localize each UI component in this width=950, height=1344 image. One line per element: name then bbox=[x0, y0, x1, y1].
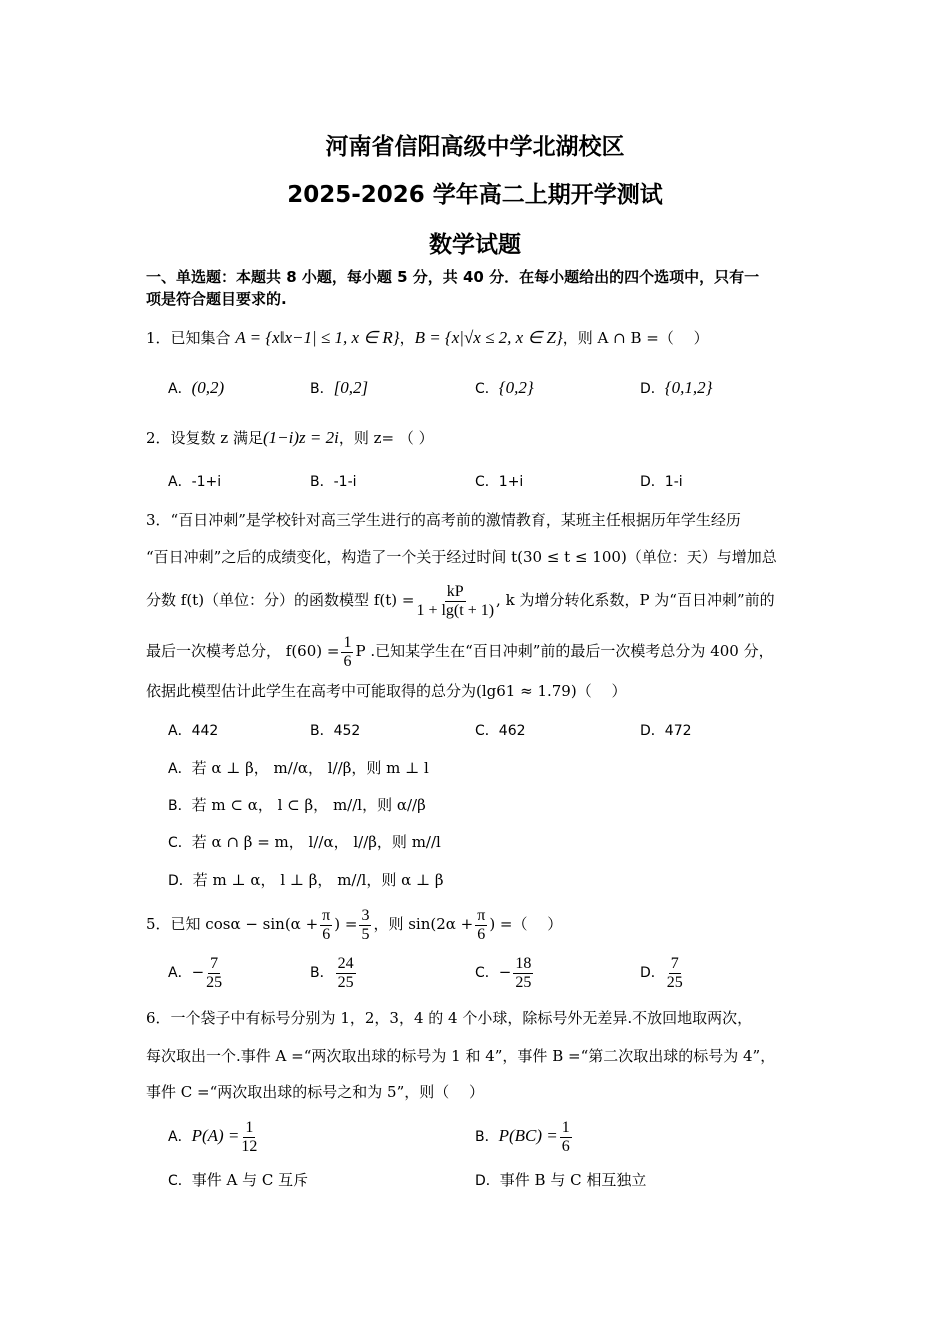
q2-expr: (1−i)z = 2i bbox=[262, 428, 339, 447]
set-b: B = {x|√x ≤ 2, x ∈ Z} bbox=[414, 328, 563, 347]
q3-option-c[interactable] bbox=[475, 721, 526, 741]
label: A． bbox=[168, 1129, 192, 1145]
value: 若 α ∩ β = m， l//α， l//β，则 m//l bbox=[191, 833, 441, 851]
value: {0,2} bbox=[498, 378, 534, 397]
denominator: 6 bbox=[561, 1137, 570, 1155]
denominator: 5 bbox=[361, 925, 370, 943]
fraction bbox=[206, 955, 222, 992]
value: 若 α ⊥ β， m//α， l//β，则 m ⊥ l bbox=[191, 759, 429, 777]
label: D． bbox=[640, 474, 665, 490]
text: 5．已知 cosα − sin(α + bbox=[146, 915, 319, 933]
label: D． bbox=[640, 381, 665, 397]
q4-option-b[interactable] bbox=[168, 795, 426, 816]
value: -1-i bbox=[333, 474, 357, 490]
label: C． bbox=[168, 1173, 192, 1189]
q6-option-d[interactable] bbox=[475, 1170, 646, 1191]
section-heading: 一、单选题：本题共 8 小题，每小题 5 分，共 40 分．在每小题给出的四个选项中，只有一 bbox=[146, 268, 760, 286]
label: A． bbox=[168, 723, 192, 739]
label: A． bbox=[168, 474, 192, 490]
numerator: 18 bbox=[515, 954, 532, 972]
q5-option-a[interactable] bbox=[168, 952, 224, 993]
q1-option-b[interactable] bbox=[310, 378, 368, 399]
label: D． bbox=[168, 873, 193, 889]
section-heading-cont: 项是符合题目要求的. bbox=[146, 290, 287, 308]
value: 462 bbox=[498, 723, 526, 739]
text: ，则 sin(2α + bbox=[373, 915, 474, 933]
text: ) =（ ） bbox=[489, 915, 563, 933]
q4-option-d[interactable] bbox=[168, 870, 444, 891]
q1-stem: 1．已知集合 bbox=[146, 329, 231, 347]
q2-end: ，则 z= （ ） bbox=[338, 429, 434, 447]
value: 1+i bbox=[498, 474, 524, 490]
value: 事件 B 与 C 相互独立 bbox=[499, 1171, 647, 1189]
denominator: 6 bbox=[322, 925, 331, 943]
q1-option-c[interactable] bbox=[475, 378, 534, 399]
denominator: 25 bbox=[337, 973, 354, 991]
numerator: 3 bbox=[361, 906, 370, 924]
numerator: 7 bbox=[670, 954, 679, 972]
label: A． bbox=[168, 965, 192, 981]
denominator: 12 bbox=[241, 1137, 258, 1155]
numerator: 24 bbox=[337, 954, 354, 972]
q1-end: ，则 A ∩ B =（ ） bbox=[562, 329, 709, 347]
denominator: 25 bbox=[206, 973, 223, 991]
label: B． bbox=[310, 965, 334, 981]
numerator: 1 bbox=[561, 1118, 570, 1136]
text: 最后一次模考总分， f(60) = bbox=[146, 642, 340, 660]
fraction bbox=[241, 1119, 257, 1156]
label: B． bbox=[310, 723, 334, 739]
label: C． bbox=[168, 835, 192, 851]
label: D． bbox=[475, 1173, 500, 1189]
expr: P(A) = bbox=[191, 1126, 240, 1145]
value: 472 bbox=[664, 723, 692, 739]
value: 442 bbox=[191, 723, 219, 739]
q6-line-2: 每次取出一个.事件 A =“两次取出球的标号为 1 和 4”，事件 B =“第二次取出球的标号为 4”， bbox=[146, 1047, 776, 1065]
question-5 bbox=[146, 904, 562, 944]
label: C． bbox=[475, 723, 499, 739]
q3-line-1: 3．“百日冲刺”是学校针对高三学生进行的高考前的激情教育，某班主任根据历年学生经历 bbox=[146, 511, 741, 529]
q2-stem: 2．设复数 z 满足 bbox=[146, 429, 263, 447]
exam-title: 2025-2026 学年高二上期开学测试 bbox=[287, 182, 663, 208]
fraction bbox=[341, 634, 353, 671]
label: C． bbox=[475, 474, 499, 490]
fraction bbox=[667, 955, 683, 992]
fraction bbox=[475, 907, 487, 944]
numerator: π bbox=[477, 906, 486, 924]
q3-option-d[interactable] bbox=[640, 721, 692, 741]
q5-option-b[interactable] bbox=[310, 952, 358, 993]
q1-option-d[interactable] bbox=[640, 378, 712, 399]
q2-option-b[interactable] bbox=[310, 472, 357, 492]
q6-option-b[interactable] bbox=[475, 1116, 574, 1157]
value: 若 m ⊂ α， l ⊂ β， m//l，则 α//β bbox=[191, 796, 426, 814]
denominator: 25 bbox=[515, 973, 532, 991]
q6-option-c[interactable] bbox=[168, 1170, 308, 1191]
q5-option-c[interactable] bbox=[475, 952, 535, 993]
denominator: 25 bbox=[666, 973, 683, 991]
label: B． bbox=[310, 381, 334, 397]
school-title: 河南省信阳高级中学北湖校区 bbox=[325, 134, 625, 160]
value: 事件 A 与 C 互斥 bbox=[191, 1171, 309, 1189]
value: {0,1,2} bbox=[664, 378, 713, 397]
value: [0,2] bbox=[333, 378, 369, 397]
q5-option-d[interactable] bbox=[640, 952, 685, 993]
numerator: π bbox=[322, 906, 331, 924]
q6-option-a[interactable] bbox=[168, 1116, 259, 1157]
text: 分数 f(t)（单位：分）的函数模型 f(t) = bbox=[146, 591, 415, 609]
q3-line-2: “百日冲刺”之后的成绩变化，构造了一个关于经过时间 t(30 ≤ t ≤ 100)（单位：天）与增加总 bbox=[146, 548, 777, 566]
sign: − bbox=[191, 963, 205, 981]
value: 若 m ⊥ α， l ⊥ β， m//l，则 α ⊥ β bbox=[192, 871, 444, 889]
label: D． bbox=[640, 723, 665, 739]
q3-option-b[interactable] bbox=[310, 721, 360, 741]
label: A． bbox=[168, 381, 192, 397]
q3-line-4 bbox=[146, 631, 774, 671]
label: C． bbox=[475, 965, 499, 981]
denominator: 6 bbox=[477, 925, 486, 943]
value: 452 bbox=[333, 723, 361, 739]
q3-option-a[interactable] bbox=[168, 721, 218, 741]
fraction bbox=[513, 955, 533, 992]
denominator: 1 + lg(t + 1) bbox=[416, 601, 495, 619]
value: 1-i bbox=[664, 474, 683, 490]
sign: − bbox=[498, 963, 512, 981]
text: , k 为增分转化系数，P 为“百日冲刺”前的 bbox=[496, 591, 775, 609]
numerator: 7 bbox=[210, 954, 219, 972]
q4-option-a[interactable] bbox=[168, 758, 429, 779]
denominator: 6 bbox=[343, 652, 352, 670]
expr: P(BC) = bbox=[498, 1126, 558, 1145]
fraction bbox=[359, 907, 371, 944]
numerator: 1 bbox=[343, 633, 352, 651]
fraction bbox=[416, 583, 494, 620]
set-a: A = {x‖x−1| ≤ 1, x ∈ R} bbox=[235, 328, 400, 347]
label: A． bbox=[168, 761, 192, 777]
subject-title: 数学试题 bbox=[429, 232, 521, 258]
fraction bbox=[320, 907, 332, 944]
value: (0,2) bbox=[191, 378, 225, 397]
q2-option-d[interactable] bbox=[640, 472, 683, 492]
q2-option-c[interactable] bbox=[475, 472, 523, 492]
q2-option-a[interactable] bbox=[168, 472, 221, 492]
label: C． bbox=[475, 381, 499, 397]
q3-line-5: 依据此模型估计此学生在高考中可能取得的总分为(lg61 ≈ 1.79)（ ） bbox=[146, 682, 627, 700]
numerator: 1 bbox=[245, 1118, 254, 1136]
q6-line-1: 6．一个袋子中有标号分别为 1，2，3，4 的 4 个小球，除标号外无差异.不放回地取两次， bbox=[146, 1009, 753, 1027]
numerator: kP bbox=[446, 582, 464, 600]
q6-line-3: 事件 C =“两次取出球的标号之和为 5”，则（ ） bbox=[146, 1083, 484, 1101]
q3-line-3 bbox=[146, 580, 775, 620]
text: P .已知某学生在“百日冲刺”前的最后一次模考总分为 400 分， bbox=[355, 642, 774, 660]
text: ) = bbox=[334, 915, 358, 933]
sep: ， bbox=[399, 329, 415, 347]
value: -1+i bbox=[191, 474, 222, 490]
question-2 bbox=[146, 428, 434, 448]
label: B． bbox=[475, 1129, 499, 1145]
fraction bbox=[336, 955, 356, 992]
label: B． bbox=[168, 798, 192, 814]
fraction bbox=[560, 1119, 572, 1156]
label: B． bbox=[310, 474, 334, 490]
q1-option-a[interactable] bbox=[168, 378, 224, 399]
q4-option-c[interactable] bbox=[168, 832, 441, 853]
question-1 bbox=[146, 328, 709, 348]
label: D． bbox=[640, 965, 665, 981]
